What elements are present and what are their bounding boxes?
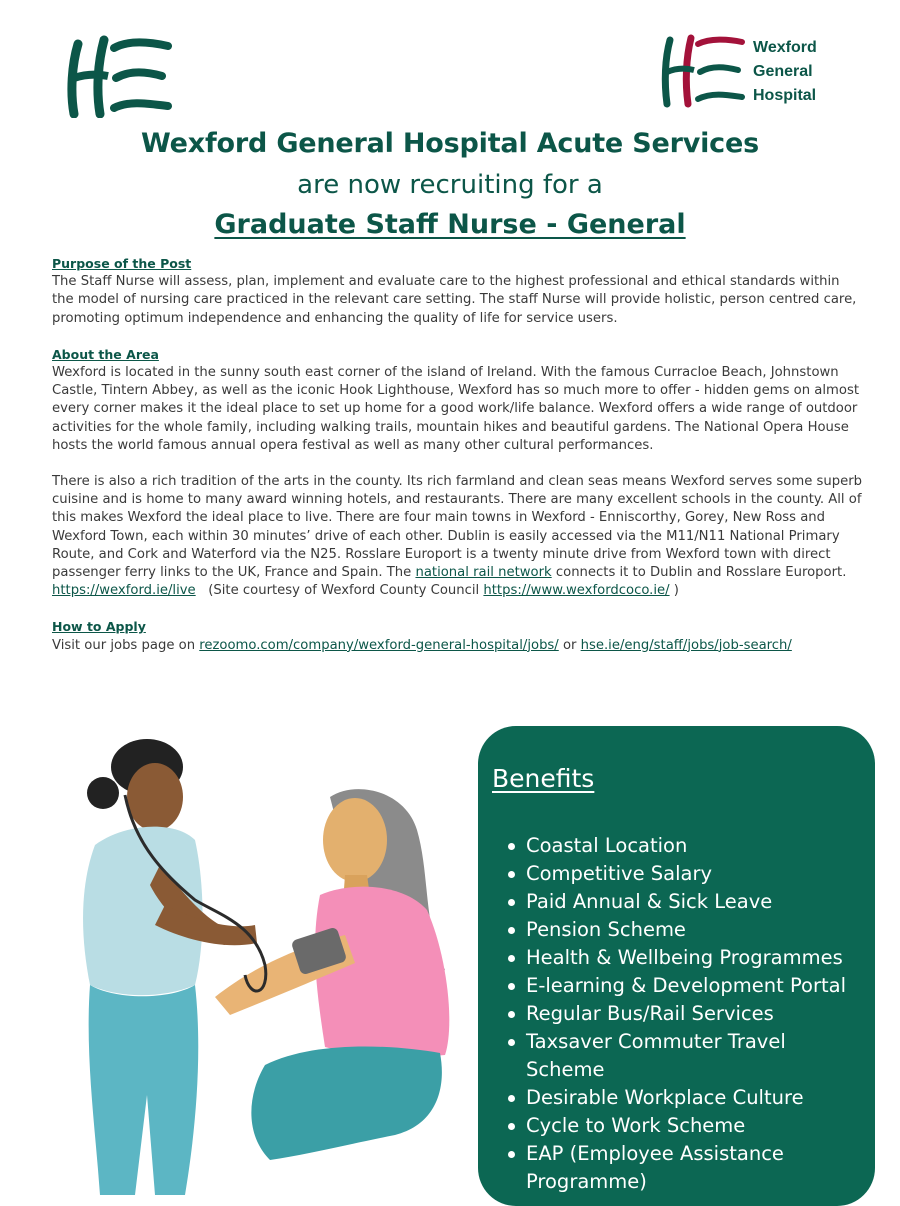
job-description	[52, 255, 862, 655]
area-text: Wexford is located in the sunny south east corner of the island of Ireland. With the famous Curracloe Beach, Johnstown Castle, Tintern Abbey, as well as the iconic Hook Lighthouse, Wexford has so much more to offer - hidden gems on almost every corner makes it the ideal place to set up home for a good work/life balance. Wexford offers a wide range of outdoor activities for the whole family, including walking trails, mountain hikes and beautiful gardens. The National Opera House hosts the world famous annual opera festival as well as many other cultural performances.	[52, 365, 859, 453]
rezoomo-link[interactable]: rezoomo.com/company/wexford-general-hospital/jobs/	[199, 637, 559, 653]
patient-face	[323, 798, 387, 882]
nurse-patient-illustration	[55, 735, 475, 1200]
area-text-2a: There is also a rich tradition of the arts in the county. Its rich farmland and clean seas means Wexford serves some superb cuisine and is home to many award winning hotels, and restaurants. There are many excellent schools in the county. All of this makes Wexford the ideal place to live. There are four main towns in Wexford - Enniscorthy, Gorey, New Ross and Wexford Town, each within 30 minutes’ drive of each other. Dublin is easily accessed via the M11/N11 National Primary Route, and Cork and Waterford via the N25. Rosslare Europort is a twenty minute drive from Wexford town with direct passenger ferry links to the UK, France and Spain. The	[52, 474, 863, 581]
purpose-text: The Staff Nurse will assess, plan, implement and evaluate care to the highest professional and ethical standards within the model of nursing care practiced in the relevant care setting. The staff Nurse will provide holistic, person centred care, promoting optimum independence and enhancing the quality of life for service users.	[52, 274, 857, 326]
benefit-item: Paid Annual & Sick Leave	[526, 888, 866, 916]
benefit-item: Desirable Workplace Culture	[526, 1084, 866, 1112]
patient-shirt	[315, 887, 449, 1057]
benefit-item: Health & Wellbeing Programmes	[526, 944, 866, 972]
benefits-panel	[478, 726, 875, 1206]
benefits-title: Benefits	[492, 764, 595, 793]
page-title: Wexford General Hospital Acute Services	[141, 128, 759, 159]
courtesy-text: (Site courtesy of Wexford County Council	[195, 583, 484, 599]
job-title: Graduate Staff Nurse - General	[214, 209, 686, 240]
area-text-2b: connects it to Dublin and Rosslare Europort.	[551, 565, 847, 581]
national-rail-link[interactable]: national rail network	[415, 565, 552, 581]
benefit-item: Pension Scheme	[526, 916, 866, 944]
apply-heading: How to Apply	[52, 619, 146, 635]
hse-logo	[658, 32, 746, 108]
page-subtitle: are now recruiting for a	[297, 170, 603, 200]
hse-logo	[64, 34, 174, 118]
hospital-name-line1: Wexford	[753, 39, 817, 56]
benefit-item: Cycle to Work Scheme	[526, 1112, 866, 1140]
hospital-name-line2: General	[753, 63, 813, 80]
patient-legs	[251, 1046, 442, 1160]
benefit-item: E-learning & Development Portal	[526, 972, 866, 1000]
area-text-2	[52, 473, 862, 600]
nurse-hair-bun	[87, 777, 119, 809]
benefit-item: Coastal Location	[526, 832, 866, 860]
benefits-list	[478, 832, 866, 1196]
nurse-face	[127, 763, 183, 831]
hospital-name-line3: Hospital	[753, 87, 817, 104]
benefit-item: EAP (Employee Assistance Programme)	[526, 1140, 866, 1196]
benefit-item: Taxsaver Commuter Travel Scheme	[526, 1028, 866, 1084]
courtesy-end: )	[669, 583, 679, 599]
area-heading: About the Area	[52, 346, 159, 362]
benefit-item: Competitive Salary	[526, 860, 866, 888]
wexford-coco-link[interactable]: https://www.wexfordcoco.ie/	[483, 583, 670, 599]
benefit-item: Regular Bus/Rail Services	[526, 1000, 866, 1028]
nurse-pants	[89, 985, 199, 1195]
hse-jobs-link[interactable]: hse.ie/eng/staff/jobs/job-search/	[580, 637, 792, 653]
wexford-general-hospital-logo	[658, 30, 858, 110]
apply-text	[52, 637, 862, 655]
wexford-live-link[interactable]: https://wexford.ie/live	[52, 583, 196, 599]
apply-or: or	[558, 637, 581, 653]
purpose-heading: Purpose of the Post	[52, 256, 192, 271]
apply-intro: Visit our jobs page on	[52, 637, 200, 653]
hospital-name	[753, 36, 817, 108]
